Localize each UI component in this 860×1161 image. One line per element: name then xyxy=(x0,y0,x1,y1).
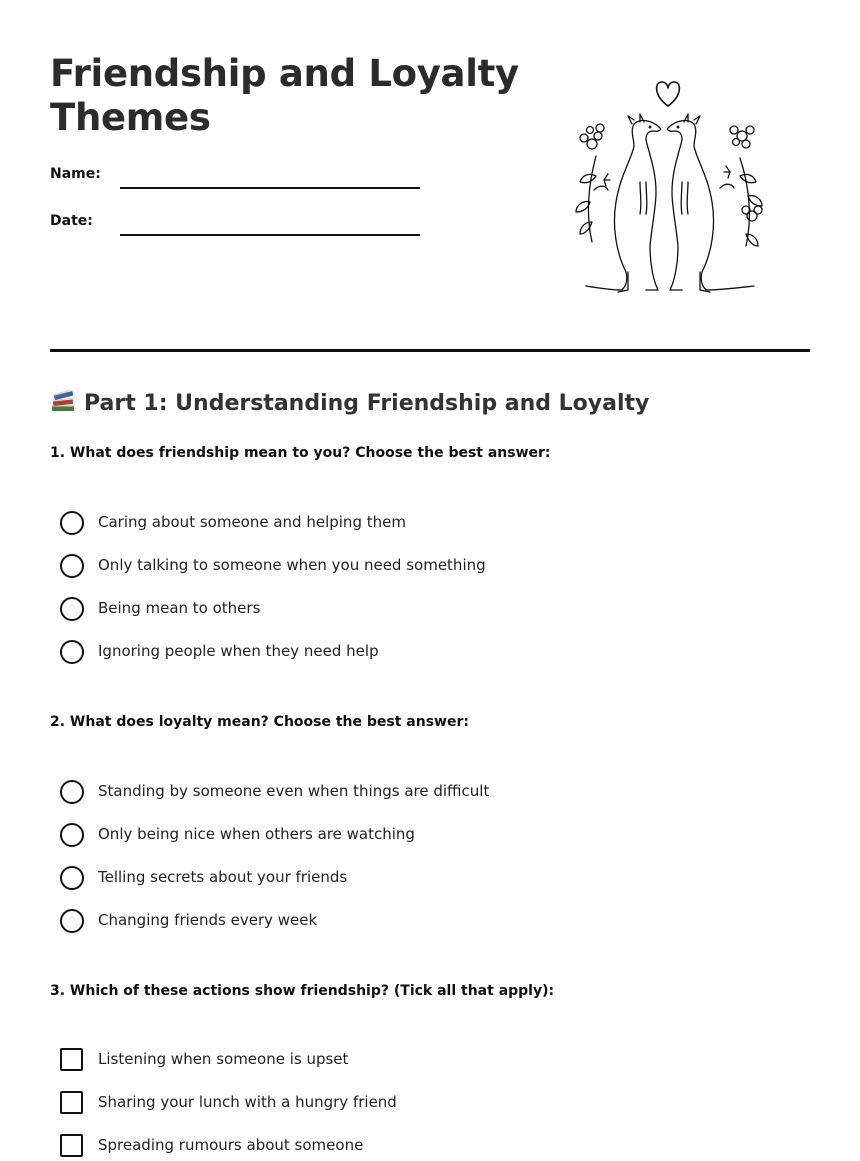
q1-option-4[interactable] xyxy=(60,640,660,666)
radio-button[interactable] xyxy=(60,866,84,890)
question-3-prompt: 3. Which of these actions show friendship? (Tick all that apply): xyxy=(50,983,555,999)
option-label: Listening when someone is upset xyxy=(98,1050,349,1068)
part1-heading xyxy=(50,388,649,423)
date-field[interactable] xyxy=(120,234,420,236)
option-label: Standing by someone even when things are difficult xyxy=(98,782,490,800)
name-label: Name: xyxy=(50,166,101,182)
section-divider xyxy=(50,349,810,352)
option-label: Only talking to someone when you need something xyxy=(98,556,486,574)
option-label: Ignoring people when they need help xyxy=(98,642,379,660)
question-1-prompt: 1. What does friendship mean to you? Choose the best answer: xyxy=(50,445,551,461)
books-icon xyxy=(50,389,76,423)
q1-option-1[interactable] xyxy=(60,511,660,537)
radio-button[interactable] xyxy=(60,640,84,664)
checkbox[interactable] xyxy=(60,1091,83,1114)
name-field-row xyxy=(50,164,430,188)
option-label: Spreading rumours about someone xyxy=(98,1136,364,1154)
worksheet-title: Friendship and Loyalty Themes xyxy=(50,52,519,139)
q3-option-3[interactable] xyxy=(60,1134,660,1160)
radio-button[interactable] xyxy=(60,780,84,804)
radio-button[interactable] xyxy=(60,511,84,535)
q1-option-3[interactable] xyxy=(60,597,660,623)
option-label: Telling secrets about your friends xyxy=(98,868,348,886)
q2-option-4[interactable] xyxy=(60,909,660,935)
date-field-row xyxy=(50,211,430,235)
name-field[interactable] xyxy=(120,187,420,189)
question-2-prompt: 2. What does loyalty mean? Choose the best answer: xyxy=(50,714,469,730)
date-label: Date: xyxy=(50,213,93,229)
radio-button[interactable] xyxy=(60,597,84,621)
radio-button[interactable] xyxy=(60,554,84,578)
radio-button[interactable] xyxy=(60,909,84,933)
option-label: Sharing your lunch with a hungry friend xyxy=(98,1093,397,1111)
option-label: Caring about someone and helping them xyxy=(98,513,406,531)
checkbox[interactable] xyxy=(60,1134,83,1157)
option-label: Being mean to others xyxy=(98,599,261,617)
checkbox[interactable] xyxy=(60,1048,83,1071)
q1-option-2[interactable] xyxy=(60,554,660,580)
kangaroo-couple-heart-icon xyxy=(570,76,770,304)
option-label: Changing friends every week xyxy=(98,911,318,929)
part1-heading-text: Part 1: Understanding Friendship and Loyalty xyxy=(84,391,650,416)
option-label: Only being nice when others are watching xyxy=(98,825,415,843)
radio-button[interactable] xyxy=(60,823,84,847)
q2-option-2[interactable] xyxy=(60,823,660,849)
worksheet-page xyxy=(50,0,810,1161)
q3-option-1[interactable] xyxy=(60,1048,660,1074)
q2-option-3[interactable] xyxy=(60,866,660,892)
q3-option-2[interactable] xyxy=(60,1091,660,1117)
q2-option-1[interactable] xyxy=(60,780,660,806)
